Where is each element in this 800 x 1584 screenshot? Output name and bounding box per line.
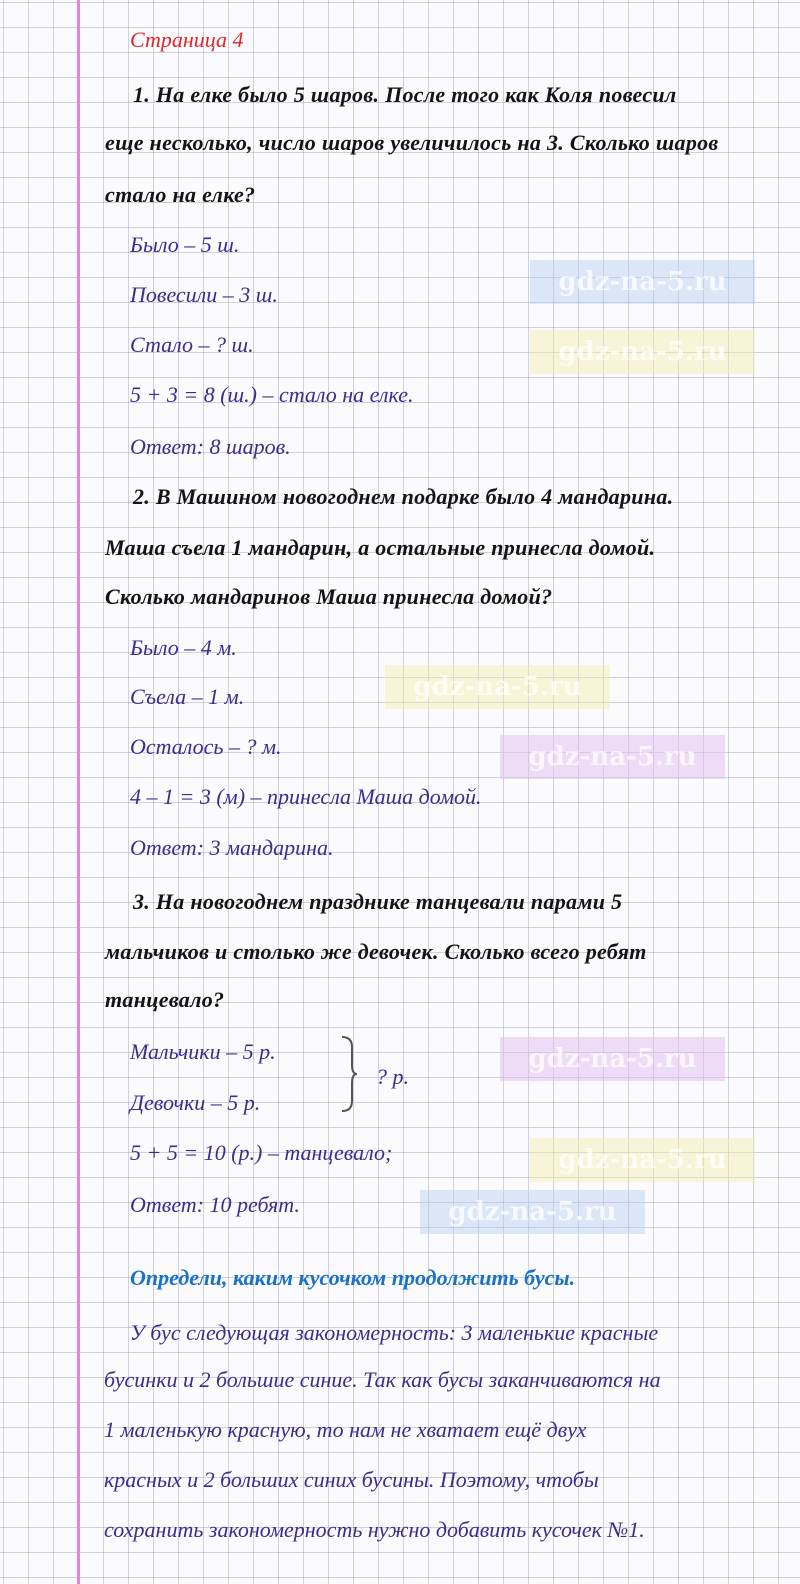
task3-question-line: танцевало? — [105, 987, 225, 1012]
task3-question-line: мальчиков и столько же девочек. Сколько всего ребят — [105, 939, 647, 964]
task2-question-line: 2. В Машином новогоднем подарке было 4 мандарина. — [133, 484, 674, 509]
task1-solution-line: Было – 5 ш. — [130, 232, 240, 257]
task4-answer-line: бусинки и 2 большие синие. Так как бусы заканчиваются на — [104, 1367, 661, 1392]
task4-answer-line: 1 маленькую красную, то нам не хватает ещё двух — [104, 1417, 587, 1442]
page-title: Страница 4 — [130, 27, 244, 52]
task2-question-line: Сколько мандаринов Маша принесла домой? — [105, 584, 553, 609]
task1-answer: Ответ: 8 шаров. — [130, 434, 291, 459]
task2-solution-line: Было – 4 м. — [130, 635, 237, 660]
task2-answer: Ответ: 3 мандарина. — [130, 835, 334, 860]
task4-heading: Определи, каким кусочком продолжить бусы. — [130, 1265, 576, 1290]
task2-solution-line: 4 – 1 = 3 (м) – принесла Маша домой. — [130, 784, 482, 809]
task3-solution-line: Мальчики – 5 р. — [130, 1039, 276, 1064]
task3-total-unknown: ? р. — [376, 1064, 409, 1089]
task2-question-line: Маша съела 1 мандарин, а остальные принесла домой. — [105, 535, 656, 560]
task3-question-line: 3. На новогоднем празднике танцевали парами 5 — [133, 889, 623, 914]
watermark: gdz-na-5.ru — [420, 1190, 645, 1234]
task1-question-line: 1. На елке было 5 шаров. После того как Коля повесил — [133, 82, 677, 107]
task3-solution-line: Девочки – 5 р. — [130, 1090, 261, 1115]
watermark: gdz-na-5.ru — [530, 1138, 755, 1182]
task4-answer-line: красных и 2 больших синих бусины. Поэтому, чтобы — [104, 1467, 599, 1492]
task1-solution-line: Повесили – 3 ш. — [130, 282, 278, 307]
watermark: gdz-na-5.ru — [530, 260, 755, 304]
task1-solution-line: 5 + 3 = 8 (ш.) – стало на елке. — [130, 382, 414, 407]
task4-answer-line: У бус следующая закономерность: 3 маленькие красные — [130, 1320, 659, 1345]
notebook-margin-line — [77, 0, 80, 1584]
task3-answer: Ответ: 10 ребят. — [130, 1192, 300, 1217]
watermark: gdz-na-5.ru — [500, 1037, 725, 1081]
watermark: gdz-na-5.ru — [530, 330, 755, 374]
task1-question-line: еще несколько, число шаров увеличилось на 3. Сколько шаров — [105, 130, 719, 155]
task2-solution-line: Осталось – ? м. — [130, 734, 282, 759]
watermark: gdz-na-5.ru — [500, 735, 725, 779]
task4-answer-line: сохранить закономерность нужно добавить кусочек №1. — [104, 1517, 645, 1542]
task2-solution-line: Съела – 1 м. — [130, 684, 245, 709]
task1-solution-line: Стало – ? ш. — [130, 332, 254, 357]
task1-question-line: стало на елке? — [105, 182, 256, 207]
task3-solution-line: 5 + 5 = 10 (р.) – танцевало; — [130, 1140, 393, 1165]
curly-brace-icon — [340, 1035, 358, 1113]
watermark: gdz-na-5.ru — [385, 665, 610, 709]
